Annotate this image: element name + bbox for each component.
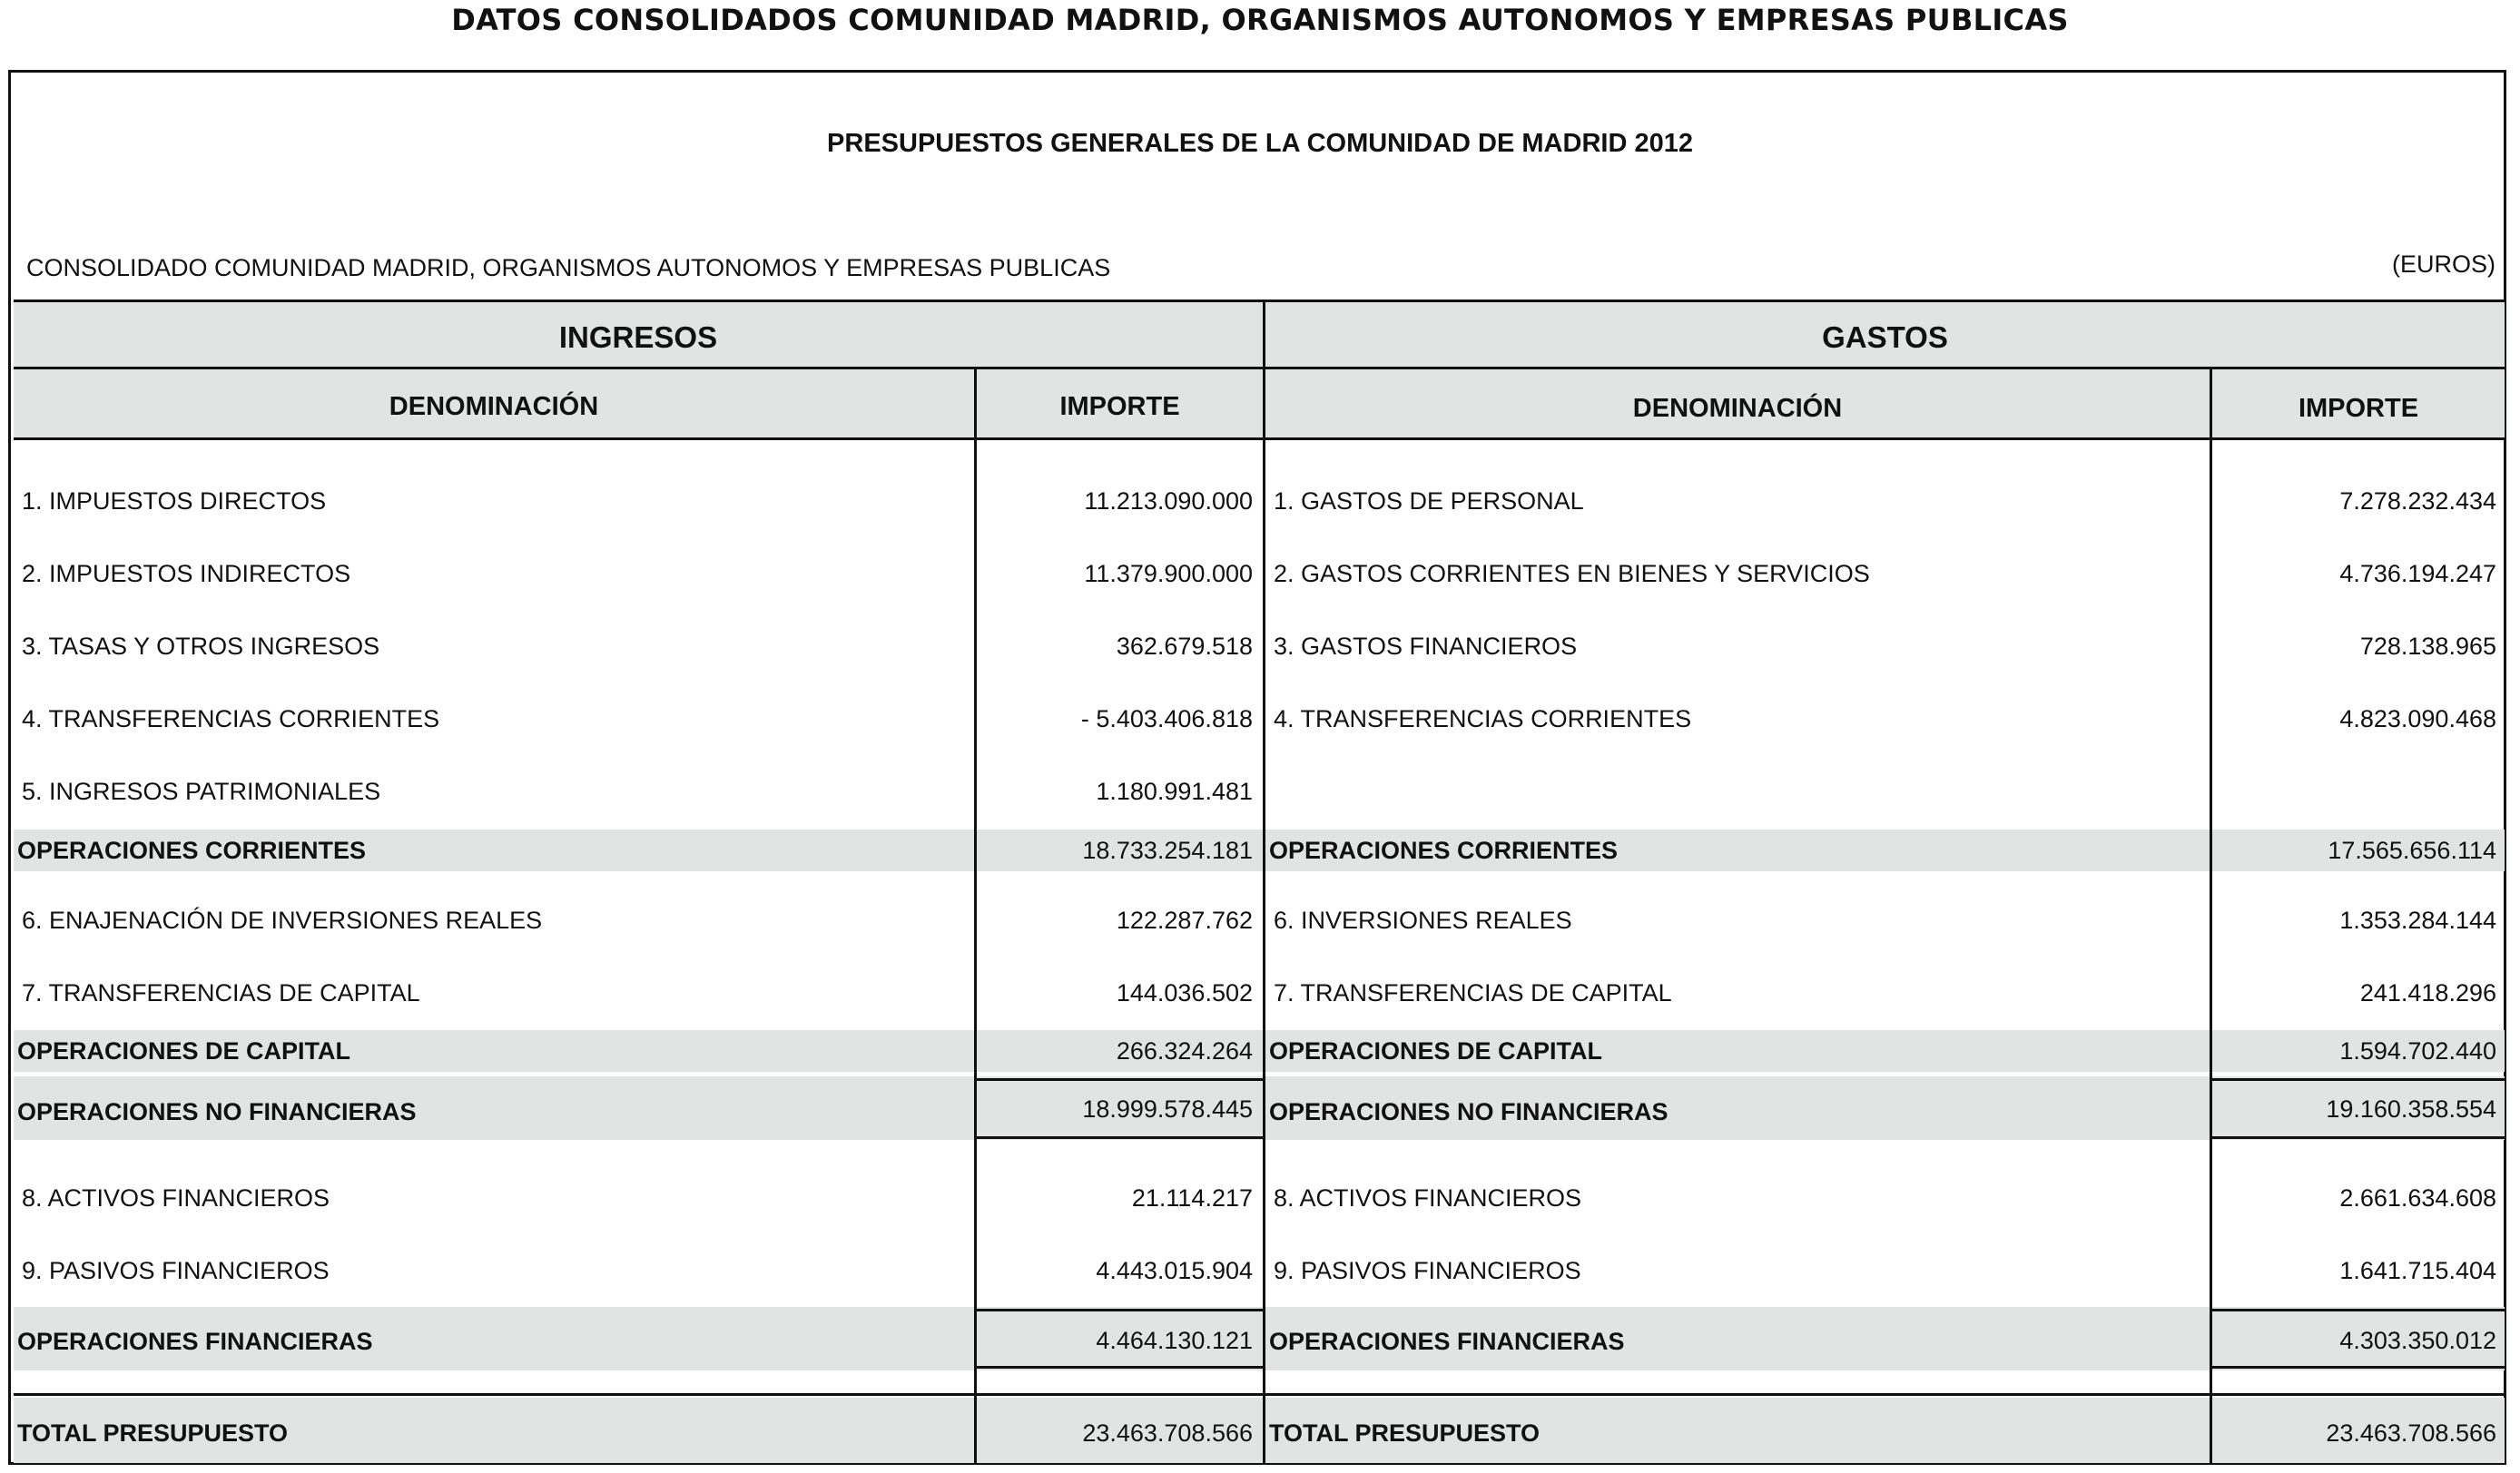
ingresos-row-label: 4. TRANSFERENCIAS CORRIENTES	[22, 705, 440, 732]
gastos-row-label: 7. TRANSFERENCIAS DE CAPITAL	[1274, 979, 1672, 1007]
gastos-row-label: 1. GASTOS DE PERSONAL	[1274, 487, 1584, 515]
rule-nofin-top-ing	[974, 1078, 1265, 1081]
column-header-ingresos-amount: IMPORTE	[1059, 392, 1180, 421]
ingresos-row-amount: 1.180.991.481	[1096, 778, 1253, 805]
ingresos-subtotal-amount: 266.324.264	[1116, 1037, 1253, 1065]
currency-note: (EUROS)	[2392, 250, 2495, 278]
ingresos-row-label: 2. IMPUESTOS INDIRECTOS	[22, 560, 351, 587]
gastos-subtotal-label: OPERACIONES DE CAPITAL	[1269, 1037, 1603, 1065]
rule-fin-top-ing	[974, 1309, 1265, 1311]
gastos-row-amount: 7.278.232.434	[2339, 487, 2496, 515]
ingresos-subtotal-label: OPERACIONES DE CAPITAL	[17, 1037, 351, 1065]
ingresos-row-amount: 122.287.762	[1116, 907, 1253, 934]
gastos-row-amount: 1.353.284.144	[2339, 907, 2496, 934]
gastos-subtotal-amount: 1.594.702.440	[2339, 1037, 2496, 1065]
rule-columns	[14, 437, 2505, 440]
ingresos-row-label: 5. INGRESOS PATRIMONIALES	[22, 778, 381, 805]
gastos-row-label: 6. INVERSIONES REALES	[1274, 907, 1572, 934]
gastos-subtotal-label: OPERACIONES FINANCIERAS	[1269, 1328, 1625, 1355]
gastos-subtotal-label: OPERACIONES NO FINANCIERAS	[1269, 1098, 1669, 1125]
rule-fin-top-gas	[2210, 1309, 2505, 1311]
gastos-row-amount: 4.736.194.247	[2339, 560, 2496, 587]
ingresos-row-label: 3. TASAS Y OTROS INGRESOS	[22, 633, 380, 660]
ingresos-row-label: 6. ENAJENACIÓN DE INVERSIONES REALES	[22, 907, 543, 934]
gastos-row-amount: 241.418.296	[2359, 979, 2496, 1007]
ingresos-row-amount: 4.443.015.904	[1096, 1257, 1253, 1284]
rule-nofin-bot-ing	[974, 1136, 1265, 1139]
subtotal-band-financieras	[14, 1307, 2505, 1370]
subtotal-band-corrientes	[14, 830, 2505, 871]
gastos-row-amount: 1.641.715.404	[2339, 1257, 2496, 1284]
ingresos-total-label: TOTAL PRESUPUESTO	[17, 1419, 289, 1447]
ingresos-row-label: 1. IMPUESTOS DIRECTOS	[22, 487, 327, 515]
ingresos-subtotal-amount: 4.464.130.121	[1096, 1327, 1253, 1354]
ingresos-row-amount: 144.036.502	[1116, 979, 1253, 1007]
gastos-subtotal-label: OPERACIONES CORRIENTES	[1269, 837, 1619, 864]
ingresos-subtotal-label: OPERACIONES CORRIENTES	[17, 837, 367, 864]
ingresos-row-label: 8. ACTIVOS FINANCIEROS	[22, 1184, 330, 1212]
ingresos-row-amount: 21.114.217	[1131, 1184, 1253, 1212]
rule-nofin-bot-gas	[2210, 1136, 2505, 1139]
ingresos-row-amount: - 5.403.406.818	[1080, 705, 1253, 732]
ingresos-row-amount: 11.379.900.000	[1084, 560, 1253, 587]
ingresos-subtotal-amount: 18.733.254.181	[1082, 837, 1253, 864]
column-header-ingresos-name: DENOMINACIÓN	[389, 392, 599, 421]
total-band	[14, 1398, 2505, 1463]
gastos-total-label: TOTAL PRESUPUESTO	[1269, 1419, 1541, 1447]
ingresos-row-amount: 362.679.518	[1116, 633, 1253, 660]
document-title: PRESUPUESTOS GENERALES DE LA COMUNIDAD DE MADRID 2012	[827, 129, 1693, 158]
gastos-row-label: 2. GASTOS CORRIENTES EN BIENES Y SERVICIOS	[1274, 560, 1870, 587]
ingresos-subtotal-label: OPERACIONES FINANCIERAS	[17, 1328, 373, 1355]
rule-ingresos-amount	[974, 369, 977, 1463]
rule-fin-bot-ing	[974, 1366, 1265, 1369]
gastos-row-label: 8. ACTIVOS FINANCIEROS	[1274, 1184, 1582, 1212]
ingresos-row-label: 9. PASIVOS FINANCIEROS	[22, 1257, 330, 1284]
rule-fin-bot-gas	[2210, 1366, 2505, 1369]
gastos-subtotal-amount: 19.160.358.554	[2326, 1095, 2496, 1123]
section-title-gastos: GASTOS	[1822, 320, 1948, 354]
ingresos-subtotal-label: OPERACIONES NO FINANCIERAS	[17, 1098, 417, 1125]
gastos-row-amount: 728.138.965	[2359, 633, 2496, 660]
ingresos-subtotal-amount: 18.999.578.445	[1082, 1095, 1253, 1123]
table-subtitle: CONSOLIDADO COMUNIDAD MADRID, ORGANISMOS AUTONOMOS Y EMPRESAS PUBLICAS	[26, 254, 1111, 281]
rule-top	[14, 300, 2505, 302]
gastos-row-label: 9. PASIVOS FINANCIEROS	[1274, 1257, 1581, 1284]
column-header-gastos-amount: IMPORTE	[2298, 394, 2419, 423]
rule-total-top	[14, 1393, 2505, 1396]
rule-nofin-top-gas	[2210, 1078, 2505, 1081]
ingresos-row-amount: 11.213.090.000	[1084, 487, 1253, 515]
gastos-row-label: 3. GASTOS FINANCIEROS	[1274, 633, 1578, 660]
section-title-ingresos: INGRESOS	[558, 320, 718, 354]
rule-middle	[1263, 302, 1265, 1463]
rule-gastos-amount	[2210, 369, 2212, 1463]
gastos-subtotal-amount: 4.303.350.012	[2339, 1327, 2496, 1354]
gastos-row-amount: 4.823.090.468	[2339, 705, 2496, 732]
column-header-gastos-name: DENOMINACIÓN	[1632, 394, 1843, 423]
ingresos-row-label: 7. TRANSFERENCIAS DE CAPITAL	[22, 979, 420, 1007]
gastos-subtotal-amount: 17.565.656.114	[2328, 837, 2496, 864]
report-heading: DATOS CONSOLIDADOS COMUNIDAD MADRID, ORGANISMOS AUTONOMOS Y EMPRESAS PUBLICAS	[451, 3, 2069, 37]
subtotal-band-capital	[14, 1030, 2505, 1072]
rule-section	[14, 367, 2505, 369]
gastos-total-amount: 23.463.708.566	[2326, 1419, 2496, 1447]
gastos-row-amount: 2.661.634.608	[2339, 1184, 2496, 1212]
ingresos-total-amount: 23.463.708.566	[1082, 1419, 1253, 1447]
gastos-row-label: 4. TRANSFERENCIAS CORRIENTES	[1274, 705, 1692, 732]
